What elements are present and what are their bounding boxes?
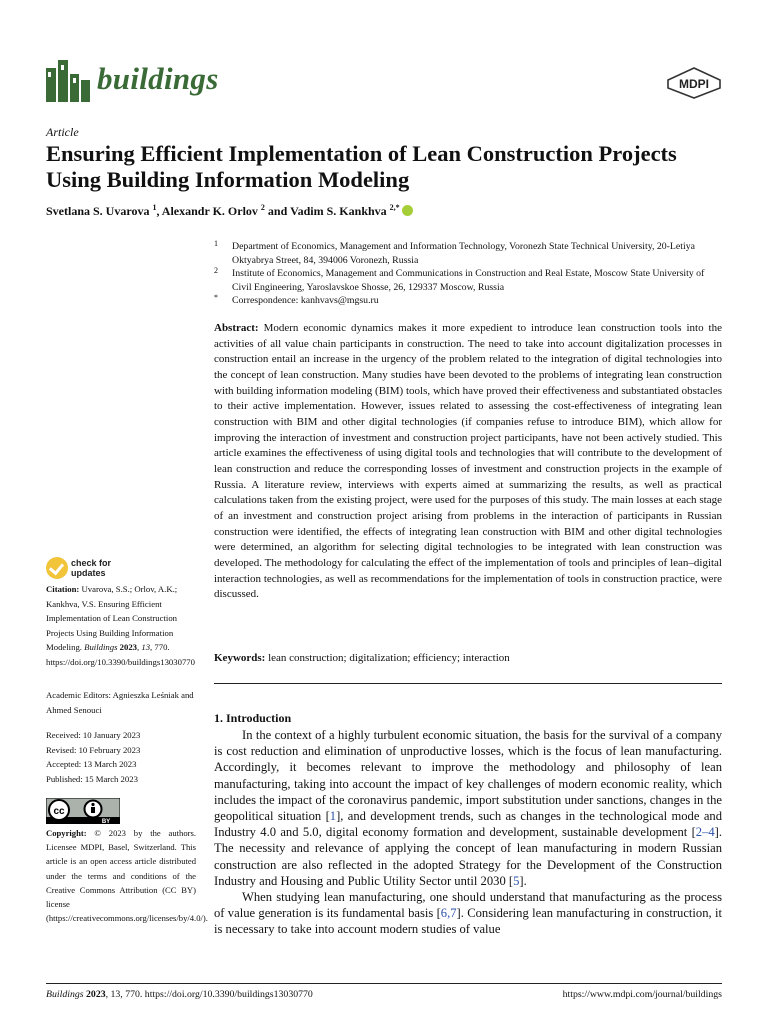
affiliation-item: 1 Department of Economics, Management and Information Technology, Voronezh State Technical University, 20-Letiya Oktyabrya Street, 84, 394006 Voronezh, Russia bbox=[214, 239, 695, 266]
publication-dates bbox=[46, 728, 196, 786]
paragraph-text: In the context of a highly turbulent economic situation, the basis for the survival of a company is cost reduction and elimination of unproductive losses, which is the focus of lean manufacturing. Accordingly, it becomes relevant to improve the methodology and philosophy of lean manufacturing, taking into account the impact of key challenges of modern economic reality, which includes the impact of the coronavirus pandemic, import substitution under sanctions, changes in the geopolitical situation [ bbox=[214, 728, 722, 824]
footer-divider bbox=[46, 983, 722, 984]
abstract bbox=[214, 321, 722, 603]
paragraph-text: ]. bbox=[519, 873, 527, 888]
footer-journal-link[interactable]: https://www.mdpi.com/journal/buildings bbox=[562, 989, 722, 1000]
paragraph bbox=[214, 727, 722, 889]
date-published: Published: 15 March 2023 bbox=[46, 773, 138, 784]
copyright-label: Copyright: bbox=[46, 828, 87, 838]
author-name: Vadim S. Kankhva bbox=[290, 204, 387, 218]
paragraph-text: ]. Considering lean manufacturing in construction, it is necessary to take into account modern studies of value bbox=[214, 906, 722, 937]
correspondence: * Correspondence: kanhvavs@mgsu.ru bbox=[214, 293, 379, 307]
author-name: Alexandr K. Orlov bbox=[161, 204, 258, 218]
check-for-updates-badge[interactable]: check for updates bbox=[46, 557, 111, 579]
footer-citation: Buildings 2023, 13, 770. https://doi.org/10.3390/buildings13030770 bbox=[46, 989, 313, 1000]
author-affil-mark: 1 bbox=[152, 203, 157, 212]
author-affil-mark: 2 bbox=[260, 203, 265, 212]
cc-label: cc bbox=[53, 806, 65, 817]
paragraph-text: ]. The necessity and relevance of applying the concept of lean manufacturing in modern Russian construction are also reflected in the adopted Strategy for the Development of the Construction Industry and Housing and Public Utility Sector until 2030 [ bbox=[214, 825, 722, 888]
cc-by-license-icon[interactable] bbox=[46, 798, 120, 824]
paragraph-text: When studying lean manufacturing, one should understand that manufacturing as the process of value generation is its fundamental basis [ bbox=[214, 890, 722, 921]
reference-link[interactable]: 6,7 bbox=[440, 906, 457, 921]
buildings-logo-icon bbox=[46, 60, 90, 102]
abstract-label: Abstract: bbox=[214, 322, 259, 334]
author-name: Svetlana S. Uvarova bbox=[46, 204, 150, 218]
orcid-icon[interactable] bbox=[402, 205, 413, 216]
keywords bbox=[214, 652, 722, 664]
author-affil-mark: 2,* bbox=[389, 203, 400, 212]
paragraph-text: ], and development trends, such as changes in the technological mode and Industry 4.0 and 5.0, digital economy formation and development, sustainable development [ bbox=[214, 809, 723, 840]
check-icon bbox=[46, 557, 68, 579]
introduction-body bbox=[214, 727, 722, 938]
date-received: Received: 10 January 2023 bbox=[46, 730, 141, 740]
academic-editors: Academic Editors: Agnieszka Leśniak and Ahmed Senouci bbox=[46, 690, 194, 715]
copyright-notice: Copyright: © 2023 by the authors. Licensee MDPI, Basel, Switzerland. This article is an open access article distributed under the terms and conditions of the Creative Commons Attribution (CC BY) license (https://creativecommons.org/licenses/by/4.0/). bbox=[46, 828, 208, 924]
reference-link[interactable]: 5 bbox=[513, 873, 520, 888]
section-heading: 1. Introduction bbox=[214, 711, 292, 725]
section-divider bbox=[214, 683, 722, 684]
mdpi-logo bbox=[666, 67, 722, 99]
affiliations bbox=[214, 240, 724, 308]
citation-label: Citation: bbox=[46, 584, 80, 594]
author-list: Svetlana S. Uvarova $^1$, Alexandr K. Orlov $^2$ and Vadim S. Kankhva $^{2,*}$ bbox=[46, 203, 413, 219]
paragraph bbox=[214, 889, 722, 938]
mdpi-logo-text: MDPI bbox=[679, 77, 709, 91]
abstract-text: Modern economic dynamics makes it more expedient to introduce lean construction tools into the activities of all value chain participants in construction. The need to take into account digitalization processes in construction entail an increase in the urgency of the problem related to the integration of digital technologies into the concept of lean construction. Many studies have been devoted to the problems of integrating lean construction with building information modeling (BIM) tools, which have proved their effectiveness and substantiated obstacles to their active implementation. However, issues related to assessing the cost-effectiveness of integrating lean construction with BIM and other digital technologies (if companies refuse to introduce BIM), which allow for improving the interaction of investment and construction project participants, have not been actively studied. This article examines the effectiveness of using digital tools and technologies that will contribute to the development of lean construction and reduce the corresponding losses of investment and construction projects in the example of Russia. A literature review, interviews with experts aimed at summarizing the results, as well as practical calculations taken from the existing project, were used for the purposes of this study. The main losses at each stage of an investment and construction project arising from problems in the interaction of participants in Russian construction were identified, the effects of integrating lean construction with BIM and other digital technologies were determined, an algorithm for selecting digital technologies to be integrated with lean construction was developed. The methodology for calculating the effect of the implementation of tools and principles of lean–digital interaction technologies, as well as recommendations for the implementation of tools in construction practice, were discussed. bbox=[214, 322, 722, 601]
cc-by-label: BY bbox=[101, 819, 111, 824]
keywords-text: lean construction; digitalization; efficiency; interaction bbox=[268, 652, 510, 664]
reference-link[interactable]: 2–4 bbox=[695, 825, 715, 840]
reference-link[interactable]: 1 bbox=[329, 809, 337, 824]
date-revised: Revised: 10 February 2023 bbox=[46, 744, 141, 755]
article-title: Ensuring Efficient Implementation of Lean Construction Projects Using Building Information Modeling bbox=[46, 141, 677, 192]
affiliation-item: 2 Institute of Economics, Management and Communications in Construction and Real Estate, Moscow State University of Civil Engineering, Yaroslavskoe Shosse, 26, 129337 Moscow, Russia bbox=[214, 266, 705, 293]
article-type: Article bbox=[46, 125, 79, 139]
citation-block: Citation: Uvarova, S.S.; Orlov, A.K.; Kankhva, V.S. Ensuring Efficient Implementation of Lean Construction Projects Using Building Information Modeling. Buildings 2023, 13, 770. https://doi.org/10.3390/buildings13030770 bbox=[46, 584, 195, 667]
keywords-label: Keywords: bbox=[214, 652, 266, 664]
date-accepted: Accepted: 13 March 2023 bbox=[46, 759, 137, 770]
journal-name: buildings bbox=[97, 61, 219, 96]
